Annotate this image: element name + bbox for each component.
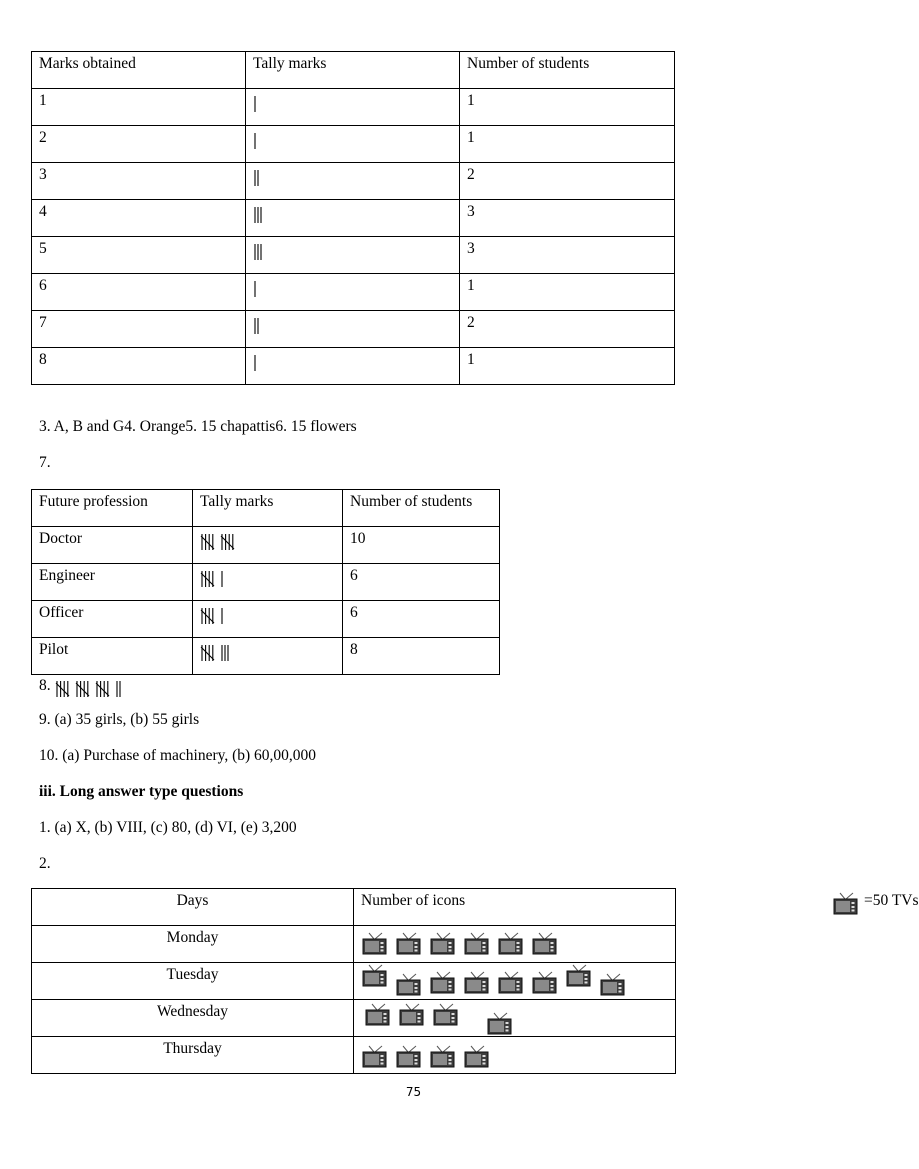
tv-icon [531, 971, 559, 995]
tally-marks [253, 206, 266, 224]
tally-cell [193, 638, 343, 675]
header-cell: Number of students [460, 52, 675, 89]
marks-cell: 3 [32, 163, 246, 200]
tally-strike [76, 683, 89, 696]
tv-icon [361, 932, 389, 956]
tally-cell [193, 564, 343, 601]
students-cell: 1 [460, 348, 675, 385]
marks-tally-table [31, 51, 675, 385]
tally-strike [56, 683, 69, 696]
students-cell: 6 [343, 564, 500, 601]
answer-8-tally [55, 677, 125, 694]
icons-cell [354, 926, 676, 963]
table-row [32, 89, 675, 126]
tally-marks [253, 280, 260, 298]
students-cell: 1 [460, 89, 675, 126]
table-row [32, 1000, 676, 1037]
table-row [32, 348, 675, 385]
tally-cell [246, 348, 460, 385]
table-row [32, 527, 500, 564]
tv-icon [395, 973, 423, 997]
tv-icon [565, 964, 593, 988]
tally-cell [246, 311, 460, 348]
tally-marks [253, 317, 263, 335]
table-header-row [32, 52, 675, 89]
answer-10: 10. (a) Purchase of machinery, (b) 60,00,000 [39, 747, 317, 764]
marks-cell: 2 [32, 126, 246, 163]
header-cell-icons [354, 889, 919, 926]
table-row [32, 200, 675, 237]
tv-icon [832, 892, 860, 916]
table-row [32, 237, 675, 274]
tv-icon [497, 971, 525, 995]
answer-9: 9. (a) 35 girls, (b) 55 girls [39, 711, 200, 728]
tally-strike [201, 647, 214, 660]
long-answer-2-label: 2. [39, 855, 51, 872]
students-cell: 2 [460, 311, 675, 348]
marks-cell: 6 [32, 274, 246, 311]
long-answer-1: 1. (a) X, (b) VIII, (c) 80, (d) VI, (e) 3,200 [39, 819, 297, 836]
section-heading: iii. Long answer type questions [39, 783, 244, 800]
tally-marks [200, 570, 227, 588]
icons-cell [354, 1037, 676, 1074]
page-number: 75 [405, 1085, 422, 1099]
table-row [32, 564, 500, 601]
header-cell: Number of students [343, 490, 500, 527]
tally-cell [246, 274, 460, 311]
tally-cell [246, 200, 460, 237]
profession-cell: Pilot [32, 638, 193, 675]
tally-cell [193, 527, 343, 564]
tally-marks [253, 169, 263, 187]
answers-3-to-6: 3. A, B and G4. Orange5. 15 chapattis6. 15 flowers [39, 418, 357, 435]
profession-tally-table [31, 489, 500, 675]
profession-cell: Doctor [32, 527, 193, 564]
tally-strike [201, 610, 214, 623]
icons-cell [354, 1000, 676, 1037]
tv-icon [398, 1003, 426, 1027]
icon-key-label: =50 TVs [864, 892, 919, 909]
marks-cell: 1 [32, 89, 246, 126]
tv-icon [599, 973, 627, 997]
tv-icon [531, 932, 559, 956]
answer-7-label: 7. [39, 454, 51, 471]
table-row [32, 274, 675, 311]
students-cell: 10 [343, 527, 500, 564]
marks-cell: 5 [32, 237, 246, 274]
table-row [32, 1037, 676, 1074]
table-header-row [32, 889, 676, 926]
tv-icon [361, 964, 389, 988]
tally-marks [55, 680, 125, 698]
header-cell: Future profession [32, 490, 193, 527]
tv-icon [364, 1003, 392, 1027]
tally-strike [96, 683, 109, 696]
table-row [32, 163, 675, 200]
students-cell: 2 [460, 163, 675, 200]
tally-cell [246, 163, 460, 200]
tally-strike [201, 573, 214, 586]
answer-8 [39, 676, 125, 698]
tally-cell [193, 601, 343, 638]
students-cell: 1 [460, 126, 675, 163]
students-cell: 8 [343, 638, 500, 675]
tv-icon [463, 971, 491, 995]
profession-cell: Officer [32, 601, 193, 638]
profession-cell: Engineer [32, 564, 193, 601]
header-cell: Tally marks [246, 52, 460, 89]
header-cell: Days [32, 889, 354, 926]
table-header-row [32, 490, 500, 527]
table-row [32, 963, 676, 1000]
tally-cell [246, 126, 460, 163]
header-label: Number of icons [361, 892, 466, 909]
table-row [32, 926, 676, 963]
tv-icon [497, 932, 525, 956]
day-cell: Wednesday [32, 1000, 354, 1037]
tally-strike [201, 536, 214, 549]
table-row [32, 126, 675, 163]
tv-icon [486, 1012, 514, 1036]
tv-icon [429, 971, 457, 995]
day-cell: Monday [32, 926, 354, 963]
tally-marks [253, 243, 266, 261]
students-cell: 1 [460, 274, 675, 311]
tv-icon [361, 1045, 389, 1069]
table-row [32, 638, 500, 675]
tally-marks [200, 607, 227, 625]
icons-cell [354, 963, 676, 1000]
tv-pictograph-table [31, 888, 919, 1074]
table-row [32, 311, 675, 348]
tally-marks [200, 644, 233, 662]
tally-marks [253, 95, 260, 113]
tv-icon [429, 1045, 457, 1069]
table-row [32, 601, 500, 638]
students-cell: 6 [343, 601, 500, 638]
header-cell: Tally marks [193, 490, 343, 527]
students-cell: 3 [460, 200, 675, 237]
answer-8-label: 8. [39, 677, 51, 694]
students-cell: 3 [460, 237, 675, 274]
header-cell: Marks obtained [32, 52, 246, 89]
tally-marks [200, 533, 244, 551]
tv-icon [463, 1045, 491, 1069]
tv-icon [429, 932, 457, 956]
day-cell: Tuesday [32, 963, 354, 1000]
marks-cell: 8 [32, 348, 246, 385]
tv-icon [432, 1003, 460, 1027]
tally-strike [221, 536, 234, 549]
tally-cell [246, 89, 460, 126]
tv-icon [463, 932, 491, 956]
tv-icon [395, 932, 423, 956]
day-cell: Thursday [32, 1037, 354, 1074]
marks-cell: 7 [32, 311, 246, 348]
tv-icon [395, 1045, 423, 1069]
tally-cell [246, 237, 460, 274]
tally-marks [253, 354, 260, 372]
tally-marks [253, 132, 260, 150]
marks-cell: 4 [32, 200, 246, 237]
